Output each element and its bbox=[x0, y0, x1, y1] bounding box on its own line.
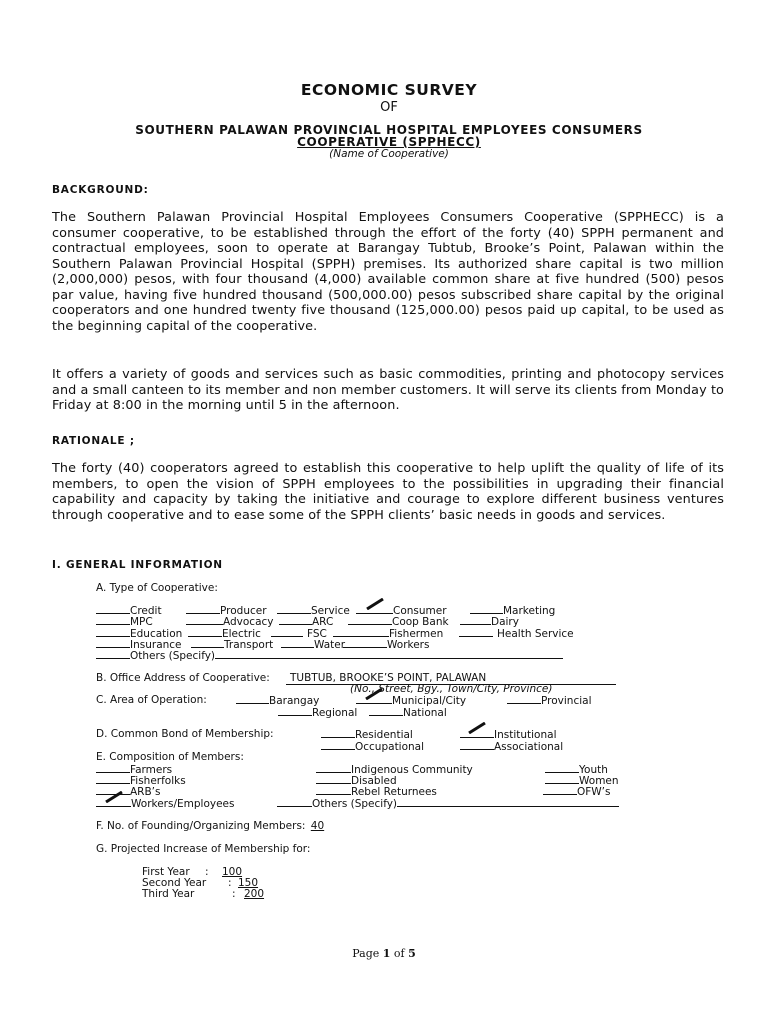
option-advocacy: Advocacy bbox=[223, 616, 274, 628]
workers-employees-checkmark[interactable] bbox=[96, 797, 131, 807]
option-associational: Associational bbox=[494, 741, 564, 753]
blank-line[interactable] bbox=[186, 615, 223, 625]
option-disabled: Disabled bbox=[351, 775, 397, 787]
option-farmers: Farmers bbox=[130, 764, 173, 776]
blank-line[interactable] bbox=[316, 763, 351, 773]
option-fisherfolks: Fisherfolks bbox=[130, 775, 186, 787]
check-mark-icon bbox=[105, 791, 123, 803]
blank-line[interactable] bbox=[281, 638, 314, 648]
blank-line[interactable] bbox=[369, 706, 403, 716]
background-paragraph-1: The Southern Palawan Provincial Hospital Employees Consumers Cooperative (SPPHECC) is a consumer cooperative, to be established through the effort of the forty (40) SPPH permanent and contractual employees, soon to operate at Barangay Tubtub, Brooke’s Point, Palawan within the Southern Palawan Provincial Hospital (SPPH) premises. Its authorized share capital is two million (2,000,000) pesos, with four thousand (4,000) available common share at five hundred (500) pesos par value, having five hundred thousand (500,000.00) pesos subscribed share capital by the original cooperators and one hundred twenty five thousand (125,000.00) pesos paid up capital, to be used as the beginning capital of the cooperative. bbox=[52, 210, 724, 334]
office-address-label: B. Office Address of Cooperative: bbox=[96, 672, 270, 684]
office-address-caption: (No., Street, Bgy., Town/City, Province) bbox=[350, 683, 553, 695]
total-pages: 5 bbox=[408, 947, 416, 960]
option-electric: Electric bbox=[222, 628, 261, 640]
institutional-checkmark[interactable] bbox=[460, 728, 494, 738]
page-prefix: Page bbox=[352, 947, 383, 960]
option-service: Service bbox=[311, 605, 350, 617]
blank-line[interactable] bbox=[459, 627, 493, 637]
blank-line[interactable] bbox=[278, 706, 312, 716]
blank-line[interactable] bbox=[545, 763, 579, 773]
composition-label: E. Composition of Members: bbox=[96, 751, 244, 763]
option-rebel-returnees: Rebel Returnees bbox=[351, 786, 437, 798]
projection-value: 200 bbox=[244, 888, 265, 900]
option-arc: ARC bbox=[312, 616, 334, 628]
option-insurance: Insurance bbox=[130, 639, 182, 651]
blank-line[interactable] bbox=[271, 627, 303, 637]
blank-line[interactable] bbox=[96, 638, 130, 648]
consumer-checkmark[interactable] bbox=[356, 604, 393, 614]
projection-separator: : bbox=[205, 866, 209, 878]
blank-line[interactable] bbox=[316, 785, 351, 795]
page-number bbox=[0, 947, 768, 960]
blank-line[interactable] bbox=[470, 604, 503, 614]
cooperative-name-line1: SOUTHERN PALAWAN PROVINCIAL HOSPITAL EMPLOYEES CONSUMERS bbox=[135, 123, 643, 137]
projection-row bbox=[142, 888, 264, 900]
option-others: Others (Specify) bbox=[130, 650, 216, 662]
option-provincial: Provincial bbox=[541, 695, 592, 707]
projection-value: 150 bbox=[238, 877, 259, 889]
option-youth: Youth bbox=[579, 764, 608, 776]
area-of-operation-label: C. Area of Operation: bbox=[96, 694, 207, 706]
blank-line[interactable] bbox=[191, 638, 224, 648]
common-bond-label: D. Common Bond of Membership: bbox=[96, 728, 274, 740]
option-arbs: ARB’s bbox=[130, 786, 161, 798]
cooperative-name-caption: (Name of Cooperative) bbox=[329, 148, 449, 160]
option-coop-bank: Coop Bank bbox=[392, 616, 449, 628]
blank-line[interactable] bbox=[321, 728, 355, 738]
blank-line[interactable] bbox=[279, 615, 312, 625]
option-regional: Regional bbox=[312, 707, 358, 719]
option-residential: Residential bbox=[355, 729, 413, 741]
option-transport: Transport bbox=[224, 639, 274, 651]
blank-line[interactable] bbox=[460, 740, 494, 750]
founding-members-value: 40 bbox=[310, 820, 325, 832]
blank-line[interactable] bbox=[277, 604, 311, 614]
option-health-service: Health Service bbox=[497, 628, 574, 640]
option-producer: Producer bbox=[220, 605, 267, 617]
blank-line[interactable] bbox=[236, 694, 269, 704]
blank-line[interactable] bbox=[507, 694, 541, 704]
option-fishermen: Fishermen bbox=[389, 628, 444, 640]
founding-members-label: F. No. of Founding/Organizing Members: bbox=[96, 820, 306, 832]
blank-line[interactable] bbox=[96, 615, 130, 625]
projection-year-label: Third Year bbox=[142, 888, 195, 900]
option-barangay: Barangay bbox=[269, 695, 320, 707]
background-paragraph-2: It offers a variety of goods and services such as basic commodities, printing and photocopy services and a small canteen to its member and non member customers. It will serve its clients from Monday to Friday at 8:00 in the morning until 5 in the afternoon. bbox=[52, 367, 724, 413]
rationale-paragraph: The forty (40) cooperators agreed to establish this cooperative to help uplift the quality of life of its members, to open the vision of SPPH employees to the possibilities in upgrading their financial capability and capacity by taking the initiative and courage to explore different business ventures through cooperative and to ease some of the SPPH clients’ basic needs in goods and services. bbox=[52, 461, 724, 523]
document-title: ECONOMIC SURVEY bbox=[300, 81, 478, 99]
projection-separator: : bbox=[232, 888, 236, 900]
check-mark-icon bbox=[366, 598, 384, 610]
office-address-value: TUBTUB, BROOKE’S POINT, PALAWAN bbox=[286, 672, 616, 685]
option-municipal-city: Municipal/City bbox=[392, 695, 467, 707]
option-credit: Credit bbox=[130, 605, 162, 617]
option-mpc: MPC bbox=[130, 616, 153, 628]
blank-line[interactable] bbox=[321, 740, 355, 750]
projection-separator: : bbox=[228, 877, 232, 889]
blank-line[interactable] bbox=[96, 763, 130, 773]
blank-line[interactable] bbox=[348, 615, 392, 625]
option-occupational: Occupational bbox=[355, 741, 425, 753]
option-marketing: Marketing bbox=[503, 605, 556, 617]
blank-line[interactable] bbox=[316, 774, 351, 784]
option-women: Women bbox=[579, 775, 619, 787]
municipal-checkmark[interactable] bbox=[356, 694, 392, 704]
option-dairy: Dairy bbox=[491, 616, 519, 628]
projection-year-label: Second Year bbox=[142, 877, 207, 889]
projected-increase-label: G. Projected Increase of Membership for: bbox=[96, 843, 311, 855]
option-indigenous-community: Indigenous Community bbox=[351, 764, 473, 776]
blank-line[interactable] bbox=[543, 785, 577, 795]
blank-line[interactable] bbox=[277, 797, 312, 807]
rationale-heading: RATIONALE ; bbox=[52, 435, 135, 447]
type-of-cooperative-label: A. Type of Cooperative: bbox=[96, 582, 218, 594]
current-page: 1 bbox=[382, 947, 391, 960]
check-mark-icon bbox=[468, 722, 486, 734]
blank-line[interactable] bbox=[188, 627, 222, 637]
cooperative-name-line2: COOPERATIVE (SPPHECC) bbox=[297, 135, 481, 149]
founding-members bbox=[96, 820, 324, 832]
projection-value: 100 bbox=[222, 866, 243, 878]
blank-line[interactable] bbox=[96, 649, 130, 659]
blank-line[interactable] bbox=[96, 774, 130, 784]
blank-line[interactable] bbox=[545, 774, 579, 784]
option-consumer: Consumer bbox=[393, 605, 447, 617]
option-ofws: OFW’s bbox=[577, 786, 611, 798]
option-workers: Workers bbox=[387, 639, 430, 651]
blank-line[interactable] bbox=[96, 627, 130, 637]
option-water: Water bbox=[314, 639, 346, 651]
others-specify-line[interactable] bbox=[397, 797, 619, 807]
option-workers-employees: Workers/Employees bbox=[131, 798, 235, 810]
option-national: National bbox=[403, 707, 447, 719]
blank-line[interactable] bbox=[343, 638, 387, 648]
title-of: OF bbox=[380, 100, 398, 115]
background-heading: BACKGROUND: bbox=[52, 184, 149, 196]
projection-year-label: First Year bbox=[142, 866, 190, 878]
blank-line[interactable] bbox=[460, 615, 491, 625]
page-of: of bbox=[390, 947, 409, 960]
blank-line[interactable] bbox=[333, 627, 389, 637]
option-others-specify: Others (Specify) bbox=[312, 798, 398, 810]
general-information-heading: I. GENERAL INFORMATION bbox=[52, 559, 223, 571]
blank-line[interactable] bbox=[96, 604, 130, 614]
option-education: Education bbox=[130, 628, 183, 640]
check-mark-icon bbox=[365, 688, 383, 700]
option-institutional: Institutional bbox=[494, 729, 557, 741]
others-specify-line[interactable] bbox=[215, 649, 563, 659]
option-fsc: FSC bbox=[307, 628, 327, 640]
blank-line[interactable] bbox=[186, 604, 220, 614]
